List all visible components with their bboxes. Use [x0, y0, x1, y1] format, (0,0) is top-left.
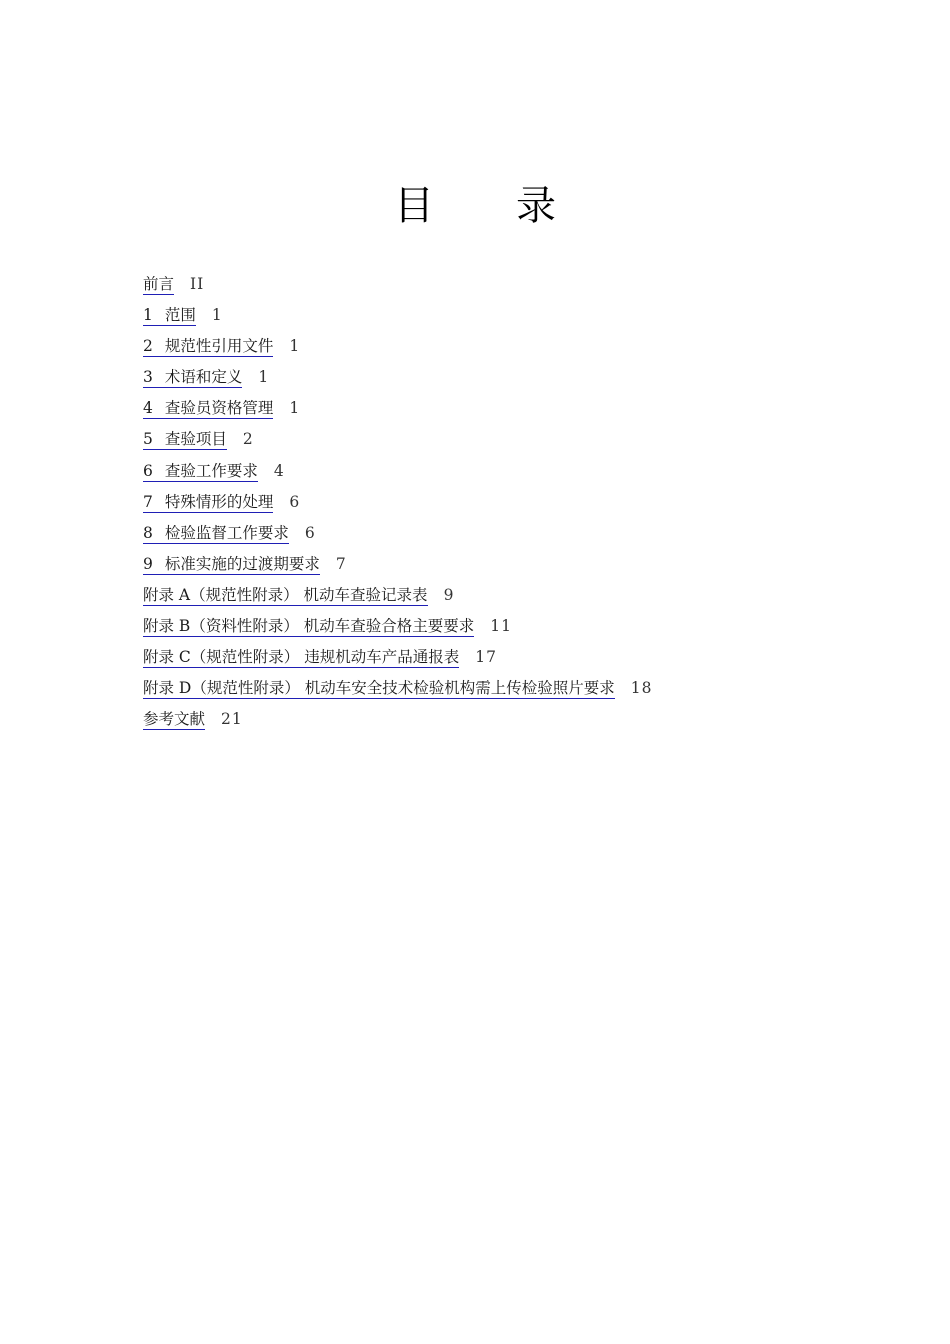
toc-entry-7 [143, 490, 863, 521]
toc-link-appendix-d[interactable] [143, 679, 615, 699]
toc-page-number: 1 [289, 399, 301, 418]
toc-page-number: 11 [490, 617, 512, 636]
toc-entry-foreword [143, 272, 863, 303]
toc-link-references[interactable] [143, 710, 205, 730]
toc-entry-appendix-d [143, 676, 863, 707]
toc-page-number: 6 [304, 523, 316, 542]
toc-page-number: 1 [211, 306, 223, 325]
toc-label: 附录 A（规范性附录） 机动车查验记录表 [143, 585, 428, 604]
toc-link-1[interactable] [143, 306, 196, 326]
toc-entry-6 [143, 459, 863, 490]
toc-link-3[interactable] [143, 368, 242, 388]
toc-section-number: 2 [143, 337, 153, 356]
page-title-char-2: 录 [516, 183, 556, 229]
toc-page-number: 1 [258, 368, 270, 387]
toc-entry-9 [143, 552, 863, 583]
toc-link-6[interactable] [143, 462, 258, 482]
toc-link-9[interactable] [143, 555, 320, 575]
toc-label: 附录 B（资料性附录） 机动车查验合格主要要求 [143, 617, 475, 636]
toc-label: 特殊情形的处理 [164, 492, 274, 511]
toc-page-number: 1 [289, 337, 301, 356]
toc-entry-appendix-b [143, 614, 863, 645]
toc-label: 附录 D（规范性附录） 机动车安全技术检验机构需上传检验照片要求 [143, 679, 615, 698]
toc-link-4[interactable] [143, 399, 273, 419]
toc-page-number: II [190, 275, 205, 293]
toc-label: 查验员资格管理 [164, 399, 274, 418]
page-title-char-1: 目 [394, 183, 434, 229]
toc-section-number: 9 [143, 554, 153, 573]
toc-label: 标准实施的过渡期要求 [164, 554, 320, 573]
toc-link-appendix-a[interactable] [143, 586, 428, 606]
toc-link-2[interactable] [143, 337, 273, 357]
toc-label: 附录 C（规范性附录） 违规机动车产品通报表 [143, 648, 460, 667]
toc-label: 检验监督工作要求 [164, 523, 289, 542]
toc-link-5[interactable] [143, 430, 227, 450]
toc-label: 术语和定义 [164, 368, 243, 387]
toc-page-number: 18 [630, 679, 653, 698]
toc-label: 前言 [143, 275, 175, 293]
toc-label: 范围 [164, 306, 196, 325]
toc-entry-8 [143, 521, 863, 552]
toc-section-number: 6 [143, 461, 153, 480]
toc-section-number: 1 [143, 306, 153, 325]
table-of-contents [143, 272, 863, 738]
toc-section-number: 7 [143, 492, 153, 511]
toc-link-foreword[interactable] [143, 275, 174, 295]
toc-link-8[interactable] [143, 524, 289, 544]
toc-entry-4 [143, 396, 863, 427]
toc-entry-references [143, 707, 863, 738]
toc-entry-1 [143, 303, 863, 334]
toc-section-number: 4 [143, 399, 153, 418]
toc-section-number: 5 [143, 430, 153, 449]
toc-entry-appendix-c [143, 645, 863, 676]
toc-page-number: 6 [289, 492, 301, 511]
toc-link-appendix-b[interactable] [143, 617, 474, 637]
toc-page-number: 7 [335, 554, 347, 573]
toc-entry-3 [143, 365, 863, 396]
toc-label: 查验项目 [164, 430, 227, 449]
toc-page-number: 17 [475, 648, 497, 667]
toc-link-7[interactable] [143, 493, 273, 513]
toc-section-number: 8 [143, 523, 153, 542]
toc-page-number: 2 [242, 430, 254, 449]
page-title [0, 178, 950, 234]
toc-page-number: 4 [273, 461, 285, 480]
toc-page-number: 21 [221, 710, 243, 729]
toc-label: 参考文献 [143, 710, 206, 729]
toc-section-number: 3 [143, 368, 153, 387]
toc-page-number: 9 [443, 585, 455, 604]
toc-entry-appendix-a [143, 583, 863, 614]
toc-label: 查验工作要求 [164, 461, 258, 480]
toc-label: 规范性引用文件 [164, 337, 274, 356]
toc-entry-5 [143, 427, 863, 458]
toc-link-appendix-c[interactable] [143, 648, 459, 668]
toc-entry-2 [143, 334, 863, 365]
